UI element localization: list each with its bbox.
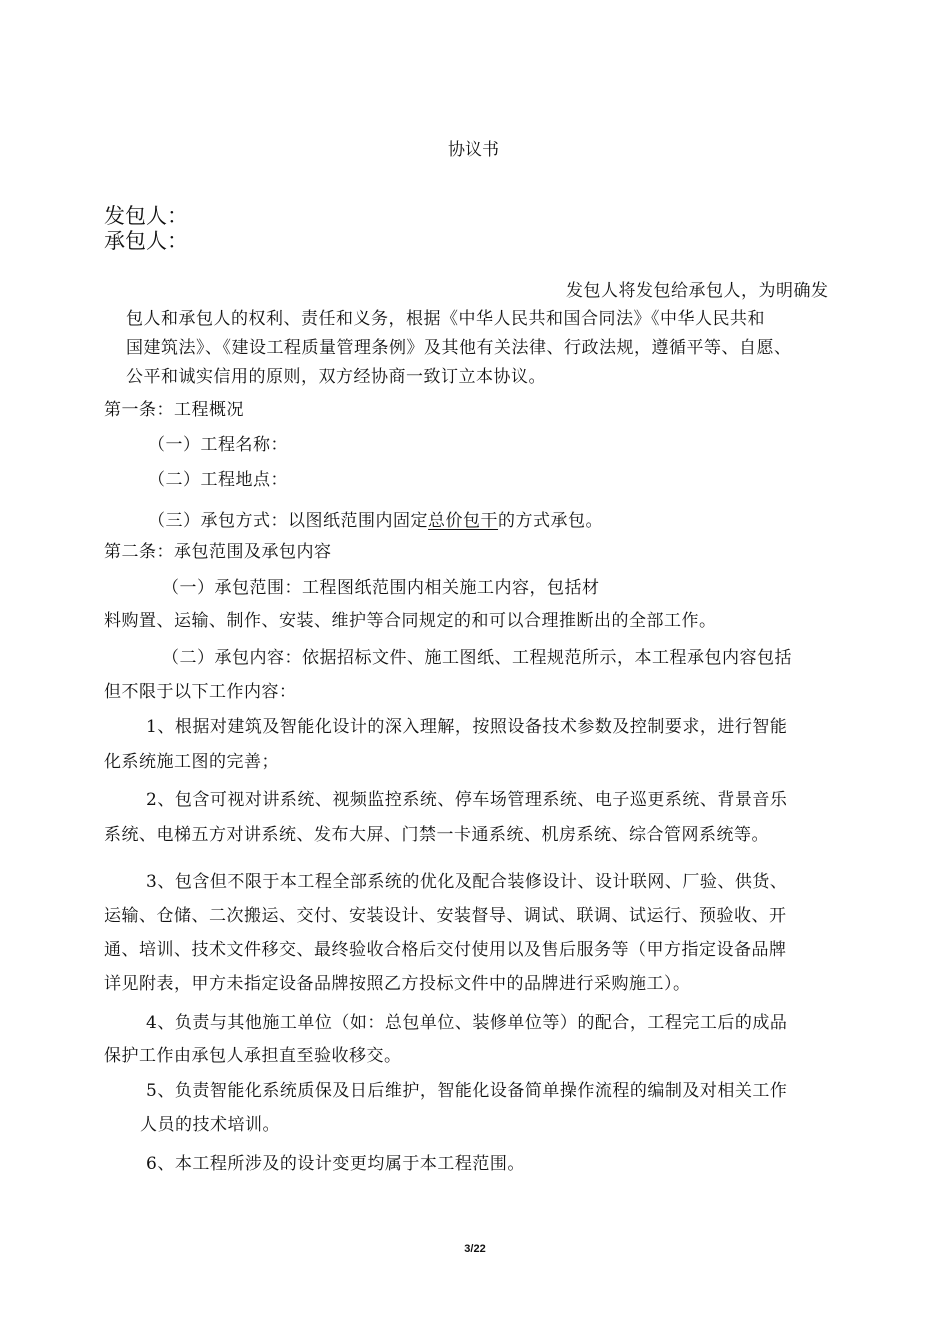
contract-method — [148, 510, 603, 532]
preamble-line: 包人和承包人的权利、责任和义务，根据《中华人民共和国合同法》《中华人民共和 — [126, 309, 765, 329]
item-3-line: 通、培训、技术文件移交、最终验收合格后交付使用以及售后服务等（甲方指定设备品牌 — [104, 940, 787, 960]
article2-heading: 第二条：承包范围及承包内容 — [104, 542, 332, 562]
scope-line: 料购置、运输、制作、安装、维护等合同规定的和可以合理推断出的全部工作。 — [104, 611, 717, 631]
article1-heading: 第一条：工程概况 — [104, 400, 244, 420]
item-5-line: 人员的技术培训。 — [140, 1115, 280, 1135]
employer-label: 发包人： — [104, 204, 188, 228]
contractor-label: 承包人： — [104, 229, 188, 253]
project-name-label: （一）工程名称： — [148, 435, 288, 455]
contract-method-suffix: 的方式承包。 — [498, 511, 603, 531]
item-6-line: 6、本工程所涉及的设计变更均属于本工程范围。 — [146, 1154, 525, 1174]
item-1-line: 化系统施工图的完善； — [104, 752, 279, 772]
content-intro-line: （二）承包内容：依据招标文件、施工图纸、工程规范所示，本工程承包内容包括 — [162, 648, 792, 668]
preamble-line: 发包人将发包给承包人，为明确发 — [566, 281, 829, 301]
item-3-line: 运输、仓储、二次搬运、交付、安装设计、安装督导、调试、联调、试运行、预验收、开 — [104, 906, 787, 926]
item-3-line: 详见附表，甲方未指定设备品牌按照乙方投标文件中的品牌进行采购施工）。 — [104, 974, 691, 994]
contract-method-prefix: （三）承包方式：以图纸范围内固定 — [148, 511, 428, 531]
item-5-line: 5、负责智能化系统质保及日后维护，智能化设备简单操作流程的编制及对相关工作 — [146, 1081, 788, 1101]
item-4-line: 4、负责与其他施工单位（如：总包单位、装修单位等）的配合，工程完工后的成品 — [146, 1013, 788, 1033]
item-2-line: 2、包含可视对讲系统、视频监控系统、停车场管理系统、电子巡更系统、背景音乐 — [146, 790, 788, 810]
document-title: 协议书 — [448, 140, 499, 160]
contract-method-underlined: 总价包干 — [428, 511, 498, 531]
item-4-line: 保护工作由承包人承担直至验收移交。 — [104, 1046, 402, 1066]
preamble-line: 国建筑法》、《建设工程质量管理条例》及其他有关法律、行政法规，遵循平等、自愿、 — [126, 338, 792, 358]
item-3-line: 3、包含但不限于本工程全部系统的优化及配合装修设计、设计联网、厂验、供货、 — [146, 872, 788, 892]
page-number: 3/22 — [464, 1243, 486, 1255]
content-intro-line: 但不限于以下工作内容： — [104, 682, 297, 702]
item-2-line: 系统、电梯五方对讲系统、发布大屏、门禁一卡通系统、机房系统、综合管网系统等。 — [104, 825, 769, 845]
preamble-line: 公平和诚实信用的原则，双方经协商一致订立本协议。 — [126, 367, 546, 387]
scope-line: （一）承包范围：工程图纸范围内相关施工内容，包括材 — [162, 578, 600, 598]
item-1-line: 1、根据对建筑及智能化设计的深入理解，按照设备技术参数及控制要求，进行智能 — [146, 717, 788, 737]
project-location-label: （二）工程地点： — [148, 470, 288, 490]
